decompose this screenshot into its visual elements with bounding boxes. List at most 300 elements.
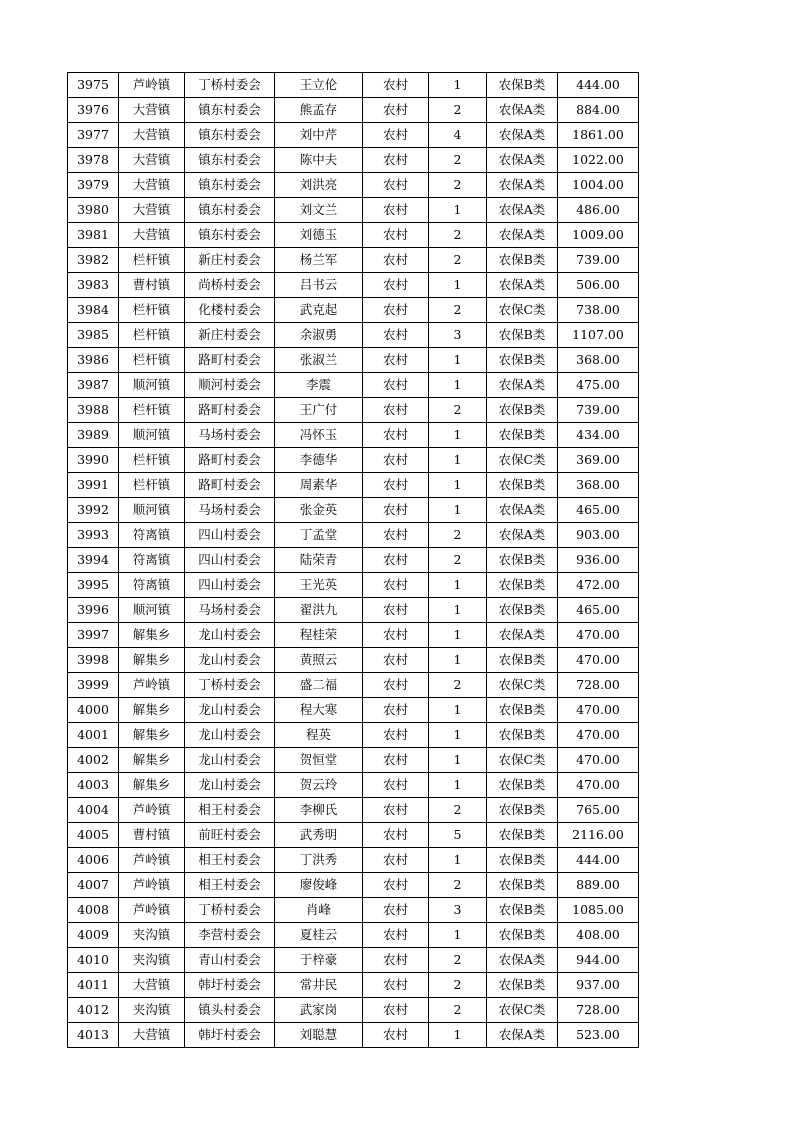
- category-cell: 农保A类: [487, 623, 558, 648]
- count-cell: 2: [429, 548, 487, 573]
- amount-cell: 470.00: [558, 648, 639, 673]
- area-type-cell: 农村: [363, 598, 429, 623]
- table-row: [68, 848, 639, 873]
- town-cell: 顺河镇: [119, 373, 185, 398]
- village-committee-cell: 四山村委会: [185, 573, 275, 598]
- town-cell: 符离镇: [119, 573, 185, 598]
- count-cell: 1: [429, 373, 487, 398]
- table-row: [68, 98, 639, 123]
- table-row: [68, 948, 639, 973]
- row-number-cell: 3977: [68, 123, 119, 148]
- amount-cell: 944.00: [558, 948, 639, 973]
- category-cell: 农保A类: [487, 223, 558, 248]
- village-committee-cell: 化楼村委会: [185, 298, 275, 323]
- count-cell: 1: [429, 748, 487, 773]
- category-cell: 农保B类: [487, 698, 558, 723]
- table-row: [68, 348, 639, 373]
- area-type-cell: 农村: [363, 1023, 429, 1048]
- table-row: [68, 573, 639, 598]
- amount-cell: 470.00: [558, 748, 639, 773]
- area-type-cell: 农村: [363, 723, 429, 748]
- name-cell: 陆荣青: [275, 548, 363, 573]
- village-committee-cell: 龙山村委会: [185, 648, 275, 673]
- table-row: [68, 673, 639, 698]
- count-cell: 3: [429, 898, 487, 923]
- count-cell: 2: [429, 998, 487, 1023]
- area-type-cell: 农村: [363, 573, 429, 598]
- area-type-cell: 农村: [363, 373, 429, 398]
- row-number-cell: 4011: [68, 973, 119, 998]
- table-row: [68, 148, 639, 173]
- town-cell: 芦岭镇: [119, 873, 185, 898]
- village-committee-cell: 韩圩村委会: [185, 973, 275, 998]
- name-cell: 丁洪秀: [275, 848, 363, 873]
- category-cell: 农保A类: [487, 98, 558, 123]
- village-committee-cell: 路町村委会: [185, 448, 275, 473]
- row-number-cell: 3994: [68, 548, 119, 573]
- area-type-cell: 农村: [363, 848, 429, 873]
- count-cell: 1: [429, 573, 487, 598]
- name-cell: 吕书云: [275, 273, 363, 298]
- row-number-cell: 4012: [68, 998, 119, 1023]
- town-cell: 大营镇: [119, 1023, 185, 1048]
- area-type-cell: 农村: [363, 273, 429, 298]
- area-type-cell: 农村: [363, 923, 429, 948]
- row-number-cell: 4013: [68, 1023, 119, 1048]
- category-cell: 农保A类: [487, 498, 558, 523]
- amount-cell: 728.00: [558, 998, 639, 1023]
- town-cell: 符离镇: [119, 523, 185, 548]
- amount-cell: 444.00: [558, 848, 639, 873]
- count-cell: 2: [429, 523, 487, 548]
- table-row: [68, 248, 639, 273]
- category-cell: 农保B类: [487, 248, 558, 273]
- village-committee-cell: 丁桥村委会: [185, 898, 275, 923]
- table-row: [68, 923, 639, 948]
- name-cell: 肖峰: [275, 898, 363, 923]
- town-cell: 夹沟镇: [119, 948, 185, 973]
- table-row: [68, 373, 639, 398]
- row-number-cell: 3981: [68, 223, 119, 248]
- category-cell: 农保B类: [487, 823, 558, 848]
- count-cell: 2: [429, 248, 487, 273]
- amount-cell: 739.00: [558, 398, 639, 423]
- category-cell: 农保A类: [487, 373, 558, 398]
- table-row: [68, 498, 639, 523]
- category-cell: 农保B类: [487, 848, 558, 873]
- count-cell: 1: [429, 348, 487, 373]
- town-cell: 曹村镇: [119, 273, 185, 298]
- category-cell: 农保A类: [487, 148, 558, 173]
- area-type-cell: 农村: [363, 548, 429, 573]
- row-number-cell: 3997: [68, 623, 119, 648]
- table-row: [68, 1023, 639, 1048]
- count-cell: 1: [429, 473, 487, 498]
- village-committee-cell: 李营村委会: [185, 923, 275, 948]
- table-body: [68, 73, 639, 1048]
- row-number-cell: 3984: [68, 298, 119, 323]
- town-cell: 栏杆镇: [119, 298, 185, 323]
- area-type-cell: 农村: [363, 973, 429, 998]
- name-cell: 王光英: [275, 573, 363, 598]
- town-cell: 栏杆镇: [119, 448, 185, 473]
- row-number-cell: 4005: [68, 823, 119, 848]
- row-number-cell: 4000: [68, 698, 119, 723]
- category-cell: 农保C类: [487, 748, 558, 773]
- table-row: [68, 598, 639, 623]
- count-cell: 1: [429, 623, 487, 648]
- area-type-cell: 农村: [363, 948, 429, 973]
- town-cell: 解集乡: [119, 623, 185, 648]
- count-cell: 2: [429, 798, 487, 823]
- category-cell: 农保A类: [487, 948, 558, 973]
- name-cell: 冯怀玉: [275, 423, 363, 448]
- town-cell: 大营镇: [119, 198, 185, 223]
- name-cell: 于梓豪: [275, 948, 363, 973]
- town-cell: 芦岭镇: [119, 673, 185, 698]
- town-cell: 符离镇: [119, 548, 185, 573]
- count-cell: 1: [429, 448, 487, 473]
- row-number-cell: 4010: [68, 948, 119, 973]
- village-committee-cell: 镇东村委会: [185, 98, 275, 123]
- row-number-cell: 3987: [68, 373, 119, 398]
- category-cell: 农保B类: [487, 973, 558, 998]
- village-committee-cell: 四山村委会: [185, 523, 275, 548]
- town-cell: 顺河镇: [119, 498, 185, 523]
- count-cell: 1: [429, 923, 487, 948]
- category-cell: 农保B类: [487, 923, 558, 948]
- table-row: [68, 798, 639, 823]
- area-type-cell: 农村: [363, 298, 429, 323]
- town-cell: 大营镇: [119, 98, 185, 123]
- category-cell: 农保B类: [487, 798, 558, 823]
- village-committee-cell: 马场村委会: [185, 598, 275, 623]
- table-row: [68, 773, 639, 798]
- area-type-cell: 农村: [363, 498, 429, 523]
- amount-cell: 1085.00: [558, 898, 639, 923]
- name-cell: 王广付: [275, 398, 363, 423]
- village-committee-cell: 龙山村委会: [185, 623, 275, 648]
- table-row: [68, 123, 639, 148]
- village-committee-cell: 镇东村委会: [185, 173, 275, 198]
- category-cell: 农保B类: [487, 348, 558, 373]
- village-committee-cell: 马场村委会: [185, 423, 275, 448]
- amount-cell: 408.00: [558, 923, 639, 948]
- amount-cell: 903.00: [558, 523, 639, 548]
- count-cell: 2: [429, 223, 487, 248]
- area-type-cell: 农村: [363, 873, 429, 898]
- area-type-cell: 农村: [363, 148, 429, 173]
- amount-cell: 936.00: [558, 548, 639, 573]
- town-cell: 芦岭镇: [119, 73, 185, 98]
- amount-cell: 470.00: [558, 773, 639, 798]
- area-type-cell: 农村: [363, 523, 429, 548]
- area-type-cell: 农村: [363, 173, 429, 198]
- table-row: [68, 198, 639, 223]
- data-table: [67, 72, 639, 1048]
- town-cell: 栏杆镇: [119, 323, 185, 348]
- town-cell: 大营镇: [119, 973, 185, 998]
- town-cell: 曹村镇: [119, 823, 185, 848]
- amount-cell: 368.00: [558, 473, 639, 498]
- name-cell: 翟洪九: [275, 598, 363, 623]
- amount-cell: 1107.00: [558, 323, 639, 348]
- town-cell: 栏杆镇: [119, 248, 185, 273]
- area-type-cell: 农村: [363, 823, 429, 848]
- name-cell: 李德华: [275, 448, 363, 473]
- category-cell: 农保B类: [487, 573, 558, 598]
- amount-cell: 884.00: [558, 98, 639, 123]
- count-cell: 3: [429, 323, 487, 348]
- amount-cell: 472.00: [558, 573, 639, 598]
- village-committee-cell: 路町村委会: [185, 348, 275, 373]
- village-committee-cell: 镇东村委会: [185, 148, 275, 173]
- table-row: [68, 823, 639, 848]
- area-type-cell: 农村: [363, 798, 429, 823]
- area-type-cell: 农村: [363, 648, 429, 673]
- table-row: [68, 223, 639, 248]
- count-cell: 1: [429, 198, 487, 223]
- town-cell: 芦岭镇: [119, 898, 185, 923]
- count-cell: 1: [429, 773, 487, 798]
- row-number-cell: 3998: [68, 648, 119, 673]
- town-cell: 大营镇: [119, 123, 185, 148]
- amount-cell: 1022.00: [558, 148, 639, 173]
- count-cell: 1: [429, 698, 487, 723]
- name-cell: 武秀明: [275, 823, 363, 848]
- amount-cell: 470.00: [558, 698, 639, 723]
- town-cell: 栏杆镇: [119, 473, 185, 498]
- count-cell: 1: [429, 848, 487, 873]
- name-cell: 王立伦: [275, 73, 363, 98]
- area-type-cell: 农村: [363, 998, 429, 1023]
- category-cell: 农保B类: [487, 548, 558, 573]
- area-type-cell: 农村: [363, 448, 429, 473]
- row-number-cell: 4008: [68, 898, 119, 923]
- name-cell: 程桂荣: [275, 623, 363, 648]
- row-number-cell: 4004: [68, 798, 119, 823]
- name-cell: 程大寒: [275, 698, 363, 723]
- name-cell: 周素华: [275, 473, 363, 498]
- name-cell: 张金英: [275, 498, 363, 523]
- row-number-cell: 3980: [68, 198, 119, 223]
- amount-cell: 470.00: [558, 723, 639, 748]
- area-type-cell: 农村: [363, 323, 429, 348]
- row-number-cell: 3976: [68, 98, 119, 123]
- area-type-cell: 农村: [363, 73, 429, 98]
- table-row: [68, 648, 639, 673]
- area-type-cell: 农村: [363, 473, 429, 498]
- village-committee-cell: 路町村委会: [185, 473, 275, 498]
- row-number-cell: 3990: [68, 448, 119, 473]
- village-committee-cell: 镇头村委会: [185, 998, 275, 1023]
- category-cell: 农保B类: [487, 773, 558, 798]
- village-committee-cell: 顺河村委会: [185, 373, 275, 398]
- table-row: [68, 723, 639, 748]
- name-cell: 贺恒堂: [275, 748, 363, 773]
- category-cell: 农保A类: [487, 1023, 558, 1048]
- name-cell: 张淑兰: [275, 348, 363, 373]
- town-cell: 大营镇: [119, 148, 185, 173]
- category-cell: 农保B类: [487, 898, 558, 923]
- amount-cell: 765.00: [558, 798, 639, 823]
- table-row: [68, 998, 639, 1023]
- row-number-cell: 4001: [68, 723, 119, 748]
- table-row: [68, 173, 639, 198]
- count-cell: 2: [429, 173, 487, 198]
- count-cell: 1: [429, 498, 487, 523]
- count-cell: 2: [429, 298, 487, 323]
- category-cell: 农保B类: [487, 423, 558, 448]
- row-number-cell: 3983: [68, 273, 119, 298]
- area-type-cell: 农村: [363, 348, 429, 373]
- area-type-cell: 农村: [363, 98, 429, 123]
- village-committee-cell: 马场村委会: [185, 498, 275, 523]
- amount-cell: 475.00: [558, 373, 639, 398]
- town-cell: 大营镇: [119, 173, 185, 198]
- name-cell: 熊孟存: [275, 98, 363, 123]
- amount-cell: 506.00: [558, 273, 639, 298]
- area-type-cell: 农村: [363, 198, 429, 223]
- table-row: [68, 398, 639, 423]
- village-committee-cell: 龙山村委会: [185, 748, 275, 773]
- category-cell: 农保A类: [487, 173, 558, 198]
- category-cell: 农保B类: [487, 648, 558, 673]
- table-row: [68, 298, 639, 323]
- area-type-cell: 农村: [363, 773, 429, 798]
- row-number-cell: 3982: [68, 248, 119, 273]
- village-committee-cell: 相王村委会: [185, 848, 275, 873]
- amount-cell: 444.00: [558, 73, 639, 98]
- village-committee-cell: 尚桥村委会: [185, 273, 275, 298]
- village-committee-cell: 镇东村委会: [185, 198, 275, 223]
- amount-cell: 2116.00: [558, 823, 639, 848]
- amount-cell: 1009.00: [558, 223, 639, 248]
- area-type-cell: 农村: [363, 898, 429, 923]
- name-cell: 常井民: [275, 973, 363, 998]
- village-committee-cell: 丁桥村委会: [185, 673, 275, 698]
- count-cell: 2: [429, 148, 487, 173]
- count-cell: 1: [429, 273, 487, 298]
- category-cell: 农保B类: [487, 473, 558, 498]
- row-number-cell: 3975: [68, 73, 119, 98]
- row-number-cell: 3993: [68, 523, 119, 548]
- table-row: [68, 523, 639, 548]
- area-type-cell: 农村: [363, 623, 429, 648]
- category-cell: 农保A类: [487, 273, 558, 298]
- town-cell: 夹沟镇: [119, 998, 185, 1023]
- amount-cell: 728.00: [558, 673, 639, 698]
- name-cell: 刘德玉: [275, 223, 363, 248]
- name-cell: 李震: [275, 373, 363, 398]
- count-cell: 2: [429, 673, 487, 698]
- village-committee-cell: 前旺村委会: [185, 823, 275, 848]
- table-row: [68, 323, 639, 348]
- table-row: [68, 973, 639, 998]
- village-committee-cell: 龙山村委会: [185, 698, 275, 723]
- table-row: [68, 898, 639, 923]
- amount-cell: 1861.00: [558, 123, 639, 148]
- row-number-cell: 3979: [68, 173, 119, 198]
- count-cell: 4: [429, 123, 487, 148]
- village-committee-cell: 龙山村委会: [185, 773, 275, 798]
- town-cell: 解集乡: [119, 698, 185, 723]
- name-cell: 余淑勇: [275, 323, 363, 348]
- town-cell: 解集乡: [119, 723, 185, 748]
- name-cell: 贺云玲: [275, 773, 363, 798]
- category-cell: 农保C类: [487, 448, 558, 473]
- table-row: [68, 873, 639, 898]
- town-cell: 大营镇: [119, 223, 185, 248]
- row-number-cell: 3986: [68, 348, 119, 373]
- category-cell: 农保C类: [487, 998, 558, 1023]
- village-committee-cell: 青山村委会: [185, 948, 275, 973]
- category-cell: 农保A类: [487, 198, 558, 223]
- amount-cell: 486.00: [558, 198, 639, 223]
- count-cell: 2: [429, 948, 487, 973]
- table-row: [68, 448, 639, 473]
- name-cell: 程英: [275, 723, 363, 748]
- area-type-cell: 农村: [363, 748, 429, 773]
- amount-cell: 889.00: [558, 873, 639, 898]
- row-number-cell: 4003: [68, 773, 119, 798]
- village-committee-cell: 镇东村委会: [185, 123, 275, 148]
- town-cell: 芦岭镇: [119, 798, 185, 823]
- village-committee-cell: 路町村委会: [185, 398, 275, 423]
- name-cell: 陈中夫: [275, 148, 363, 173]
- name-cell: 刘中芹: [275, 123, 363, 148]
- area-type-cell: 农村: [363, 398, 429, 423]
- row-number-cell: 4002: [68, 748, 119, 773]
- count-cell: 1: [429, 1023, 487, 1048]
- count-cell: 1: [429, 648, 487, 673]
- area-type-cell: 农村: [363, 123, 429, 148]
- name-cell: 盛二福: [275, 673, 363, 698]
- amount-cell: 368.00: [558, 348, 639, 373]
- count-cell: 1: [429, 598, 487, 623]
- row-number-cell: 3988: [68, 398, 119, 423]
- category-cell: 农保A类: [487, 123, 558, 148]
- row-number-cell: 3989: [68, 423, 119, 448]
- table-row: [68, 473, 639, 498]
- category-cell: 农保A类: [487, 523, 558, 548]
- row-number-cell: 3995: [68, 573, 119, 598]
- row-number-cell: 4007: [68, 873, 119, 898]
- village-committee-cell: 镇东村委会: [185, 223, 275, 248]
- amount-cell: 523.00: [558, 1023, 639, 1048]
- name-cell: 丁孟堂: [275, 523, 363, 548]
- area-type-cell: 农村: [363, 423, 429, 448]
- name-cell: 武克起: [275, 298, 363, 323]
- name-cell: 杨兰军: [275, 248, 363, 273]
- town-cell: 解集乡: [119, 648, 185, 673]
- village-committee-cell: 丁桥村委会: [185, 73, 275, 98]
- amount-cell: 369.00: [558, 448, 639, 473]
- town-cell: 夹沟镇: [119, 923, 185, 948]
- village-committee-cell: 韩圩村委会: [185, 1023, 275, 1048]
- area-type-cell: 农村: [363, 223, 429, 248]
- town-cell: 解集乡: [119, 748, 185, 773]
- village-committee-cell: 四山村委会: [185, 548, 275, 573]
- category-cell: 农保C类: [487, 298, 558, 323]
- town-cell: 顺河镇: [119, 598, 185, 623]
- town-cell: 栏杆镇: [119, 348, 185, 373]
- category-cell: 农保B类: [487, 873, 558, 898]
- name-cell: 黄照云: [275, 648, 363, 673]
- village-committee-cell: 新庄村委会: [185, 323, 275, 348]
- amount-cell: 739.00: [558, 248, 639, 273]
- name-cell: 夏桂云: [275, 923, 363, 948]
